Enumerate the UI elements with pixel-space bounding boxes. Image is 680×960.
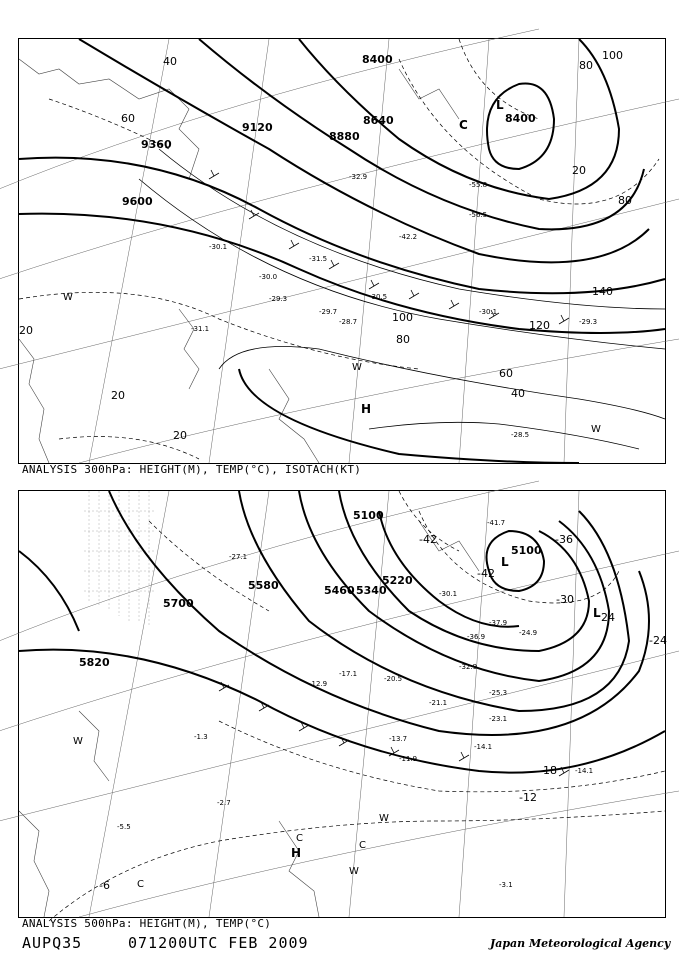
contour-9360 — [19, 158, 665, 294]
isotherm-label: -42 — [477, 567, 495, 580]
isotach-label: 120 — [529, 319, 550, 332]
temp-value: -31.5 — [309, 255, 328, 263]
temp-value: -17.1 — [339, 670, 358, 678]
cold-center: C — [459, 118, 468, 132]
height-label: 8400 — [362, 53, 393, 66]
temp-value: -12.9 — [309, 680, 328, 688]
temp-value: -23.1 — [489, 715, 508, 723]
agency-name: Japan Meteorological Agency — [490, 937, 671, 950]
temp-value: -2.7 — [217, 799, 231, 807]
wind-markers — [73, 736, 389, 877]
temp-value: -36.9 — [467, 633, 486, 641]
height-label: 9600 — [122, 195, 153, 208]
contour-5220 — [379, 511, 519, 627]
isotherm-label: 24 — [601, 611, 615, 624]
temp-value: -1.3 — [194, 733, 208, 741]
temp-value: -37.9 — [489, 619, 508, 627]
graticule — [0, 29, 679, 463]
isotach-label: 20 — [572, 164, 586, 177]
wind-barbs — [219, 682, 569, 776]
temp-value: -25.3 — [489, 689, 508, 697]
isotach-label: 20 — [173, 429, 187, 442]
height-label: 8880 — [329, 130, 360, 143]
isotach-label: 80 — [618, 194, 632, 207]
temp-value: -29.7 — [319, 308, 338, 316]
isotach-label: 80 — [579, 59, 593, 72]
temp-value: -55.8 — [469, 181, 488, 189]
cold-marker: C — [137, 879, 144, 890]
low-center: L — [501, 555, 509, 569]
temp-value: -13.7 — [389, 735, 408, 743]
temp-value: -21.1 — [429, 699, 448, 707]
isotach-label: 20 — [19, 324, 33, 337]
low-center: L — [593, 606, 601, 620]
height-labels — [79, 509, 542, 669]
height-label: 5460 — [324, 584, 355, 597]
contour-9600 — [19, 214, 665, 333]
map-300hpa — [18, 38, 666, 464]
isotach-label: 100 — [602, 49, 623, 62]
temp-value: -56.5 — [469, 211, 488, 219]
temp-value: -30.1 — [479, 308, 498, 316]
pressure-centers — [361, 98, 504, 416]
isotherm-label: -30 — [556, 593, 574, 606]
contour-8400 — [487, 83, 554, 169]
isotach-label: 80 — [396, 333, 410, 346]
contour-5100 — [487, 531, 545, 591]
isotach-label: 40 — [163, 55, 177, 68]
map-500hpa-svg — [19, 491, 665, 917]
height-label: 5340 — [356, 584, 387, 597]
height-label: 5580 — [248, 579, 279, 592]
height-label: 8640 — [363, 114, 394, 127]
cold-marker: C — [359, 840, 366, 851]
height-label: 5220 — [382, 574, 413, 587]
valid-time: 071200UTC FEB 2009 — [128, 934, 309, 952]
temp-value: -14.1 — [575, 767, 594, 775]
product-code: AUPQ35 — [22, 934, 83, 952]
isotach-label: 40 — [511, 387, 525, 400]
isotach-label: 20 — [111, 389, 125, 402]
caption-500hpa: ANALYSIS 500hPa: HEIGHT(M), TEMP(°C) — [22, 917, 272, 930]
temp-value: -30.5 — [369, 293, 388, 301]
temp-value: -30.1 — [439, 590, 458, 598]
temp-value: -29.3 — [579, 318, 598, 326]
wind-marker: W — [379, 813, 389, 824]
contour-8880 — [199, 39, 644, 229]
cold-marker: C — [296, 833, 303, 844]
temp-value: -24.9 — [519, 629, 538, 637]
isotach-labels — [19, 49, 632, 442]
height-label: 5100 — [511, 544, 542, 557]
height-label: 9360 — [141, 138, 172, 151]
map-500hpa — [18, 490, 666, 918]
graticule — [0, 481, 679, 917]
temp-value: -29.3 — [269, 295, 288, 303]
isotach-label: 60 — [121, 112, 135, 125]
height-label: 5700 — [163, 597, 194, 610]
isotherm-label: -36 — [555, 533, 573, 546]
height-label: 9120 — [242, 121, 273, 134]
height-label: 8400 — [505, 112, 536, 125]
caption-300hpa: ANALYSIS 300hPa: HEIGHT(M), TEMP(°C), ISOTACH(KT) — [22, 463, 362, 476]
temp-value: -27.1 — [229, 553, 248, 561]
high-center: H — [361, 402, 372, 416]
temp-value: -11.9 — [399, 755, 418, 763]
isotach-label: 140 — [592, 285, 613, 298]
temp-value: -42.2 — [399, 233, 418, 241]
height-label: 5100 — [353, 509, 384, 522]
isotherm-label: -12 — [519, 791, 537, 804]
high-center: H — [291, 846, 302, 860]
temp-value: -28.7 — [339, 318, 358, 326]
temp-value: -14.1 — [474, 743, 493, 751]
wind-marker: W — [63, 292, 73, 303]
cold-markers — [137, 833, 366, 890]
temp-value: -31.1 — [191, 325, 210, 333]
temp-value: -32.9 — [349, 173, 368, 181]
temp-value: -20.5 — [384, 675, 403, 683]
contour-5820 — [19, 650, 665, 773]
height-label: 5820 — [79, 656, 110, 669]
isotherm-lines — [49, 491, 665, 921]
low-center: L — [496, 98, 504, 112]
temp-value: -32.9 — [459, 663, 478, 671]
temp-value: -28.5 — [511, 431, 530, 439]
temp-value: -30.0 — [259, 273, 278, 281]
temp-value: -30.1 — [209, 243, 228, 251]
isotherm-label: -24 — [649, 634, 667, 647]
wind-marker: W — [591, 424, 601, 435]
wind-marker: W — [73, 736, 83, 747]
isotach-lines — [139, 149, 665, 449]
wind-marker: W — [349, 866, 359, 877]
temp-value: -3.1 — [499, 881, 513, 889]
temp-value: -5.5 — [117, 823, 131, 831]
map-300hpa-svg — [19, 39, 665, 463]
isotach-label: 100 — [392, 311, 413, 324]
isotherm-label: -18 — [539, 764, 557, 777]
isotherm-label: -42 — [419, 533, 437, 546]
temp-value: -41.7 — [487, 519, 506, 527]
wind-marker: W — [352, 362, 362, 373]
isotherm-label: -6 — [99, 879, 110, 892]
isotach-label: 60 — [499, 367, 513, 380]
